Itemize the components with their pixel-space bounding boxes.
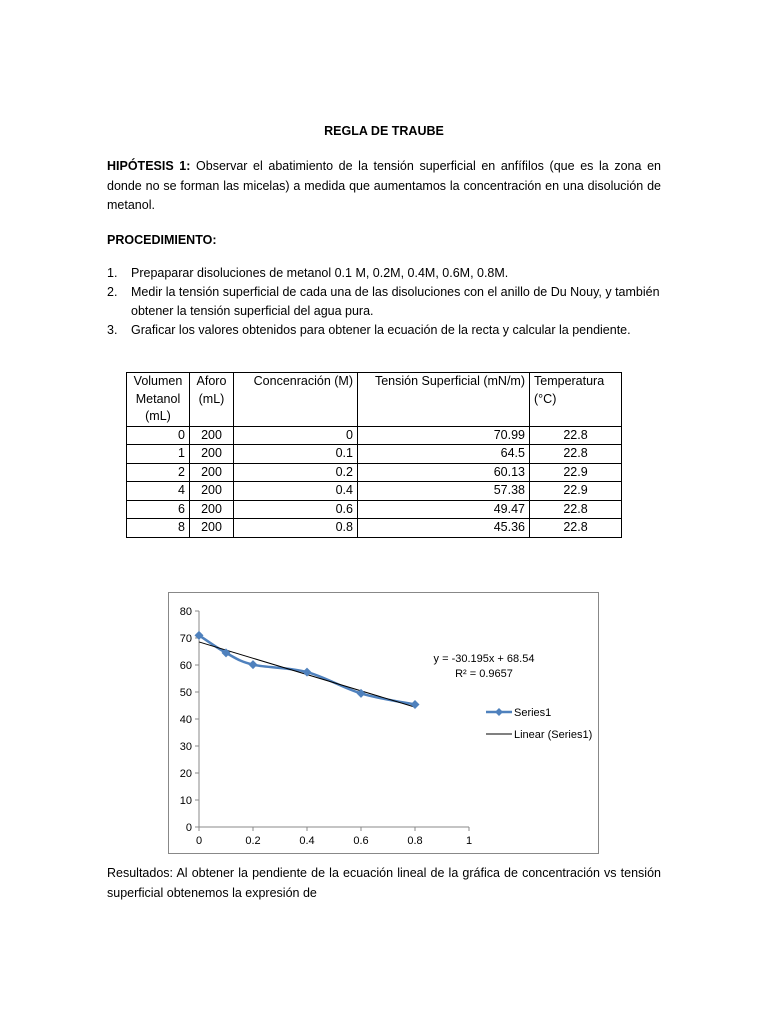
table-row xyxy=(127,482,622,501)
trendline-r-squared: R² = 0.9657 xyxy=(455,668,513,680)
chart-axes xyxy=(180,606,472,847)
y-tick-label: 30 xyxy=(179,741,192,753)
x-tick-label: 0.8 xyxy=(407,835,423,847)
table-cell: 60.13 xyxy=(358,463,530,482)
table-cell: 22.9 xyxy=(530,463,622,482)
hypothesis-label: HIPÓTESIS 1: xyxy=(107,159,191,173)
table-row xyxy=(127,463,622,482)
hypothesis-text: Observar el abatimiento de la tensión superficial en anfífilos (que es la zona en donde no se forman las micelas) a medida que aumentamos la concentración en una disolución de metanol. xyxy=(107,159,661,212)
table-cell: 0.6 xyxy=(234,500,358,519)
table-cell: 45.36 xyxy=(358,519,530,538)
step-number: 2. xyxy=(107,285,118,299)
table-body xyxy=(127,426,622,537)
table-cell: 2 xyxy=(127,463,190,482)
step-text: Medir la tensión superficial de cada una de las disoluciones con el anillo de Du Nouy, y también obtener la tensión superficial del agua pura. xyxy=(131,285,660,318)
table-cell: 200 xyxy=(190,519,234,538)
x-tick-label: 0.2 xyxy=(245,835,261,847)
trendline-equation: y = -30.195x + 68.54 xyxy=(433,653,535,665)
table-cell: 0.1 xyxy=(234,445,358,464)
y-tick-label: 50 xyxy=(179,687,192,699)
data-table xyxy=(126,372,622,538)
table-cell: 22.8 xyxy=(530,519,622,538)
table-cell: 0.4 xyxy=(234,482,358,501)
header-temperatura: Temperatura (°C) xyxy=(530,373,622,427)
step-text: Graficar los valores obtenidos para obtener la ecuación de la recta y calcular la pendiente. xyxy=(131,323,631,337)
table-cell: 200 xyxy=(190,463,234,482)
y-tick-label: 20 xyxy=(179,768,192,780)
table-cell: 49.47 xyxy=(358,500,530,519)
step-number: 1. xyxy=(107,266,118,280)
table-cell: 0 xyxy=(127,426,190,445)
hypothesis-paragraph xyxy=(107,157,661,216)
series1-point xyxy=(411,700,420,709)
x-tick-label: 0 xyxy=(195,835,203,847)
table-cell: 22.8 xyxy=(530,445,622,464)
table-cell: 8 xyxy=(127,519,190,538)
table-cell: 64.5 xyxy=(358,445,530,464)
procedure-step xyxy=(107,264,667,283)
table-cell: 200 xyxy=(190,500,234,519)
table-cell: 70.99 xyxy=(358,426,530,445)
series1-point xyxy=(249,660,258,669)
procedure-step xyxy=(107,283,667,321)
results-paragraph: Resultados: Al obtener la pendiente de la ecuación lineal de la gráfica de concentración vs tensión superficial obtenemos la expresión de xyxy=(107,866,661,900)
legend-series1-marker xyxy=(495,708,503,716)
x-tick-label: 0.6 xyxy=(353,835,369,847)
chart-svg xyxy=(168,592,599,854)
y-tick-label: 40 xyxy=(179,714,192,726)
table-cell: 22.9 xyxy=(530,482,622,501)
procedure-step xyxy=(107,321,667,340)
y-tick-label: 70 xyxy=(179,633,192,645)
y-tick-label: 80 xyxy=(179,606,192,618)
table-cell: 22.8 xyxy=(530,426,622,445)
header-volumen: Volumen Metanol (mL) xyxy=(127,373,190,427)
chart-area xyxy=(168,592,599,854)
table-cell: 4 xyxy=(127,482,190,501)
header-concentracion: Concenración (M) xyxy=(234,373,358,427)
table-cell: 0 xyxy=(234,426,358,445)
table-cell: 1 xyxy=(127,445,190,464)
table-cell: 200 xyxy=(190,426,234,445)
table-cell: 22.8 xyxy=(530,500,622,519)
legend-trendline-label: Linear (Series1) xyxy=(514,729,593,741)
y-tick-label: 10 xyxy=(179,795,192,807)
table-cell: 200 xyxy=(190,482,234,501)
y-tick-label: 0 xyxy=(185,822,192,834)
header-tension: Tensión Superficial (mN/m) xyxy=(358,373,530,427)
chart-marks xyxy=(195,631,420,709)
x-tick-label: 0.4 xyxy=(299,835,315,847)
table-cell: 57.38 xyxy=(358,482,530,501)
table-cell: 0.2 xyxy=(234,463,358,482)
header-aforo: Aforo (mL) xyxy=(190,373,234,427)
table-cell: 6 xyxy=(127,500,190,519)
table-cell: 0.8 xyxy=(234,519,358,538)
table-row xyxy=(127,500,622,519)
document-title: REGLA DE TRAUBE xyxy=(324,124,444,138)
table-row xyxy=(127,426,622,445)
table-row xyxy=(127,519,622,538)
procedure-heading: PROCEDIMIENTO: xyxy=(107,233,217,247)
table-cell: 200 xyxy=(190,445,234,464)
legend-series1-label: Series1 xyxy=(514,707,552,719)
x-tick-label: 1 xyxy=(465,835,473,847)
procedure-list xyxy=(107,264,667,340)
y-tick-label: 60 xyxy=(179,660,192,672)
step-text: Prepaparar disoluciones de metanol 0.1 M, 0.2M, 0.4M, 0.6M, 0.8M. xyxy=(131,266,509,280)
table-header-row xyxy=(127,373,622,427)
chart-legend xyxy=(486,707,592,741)
step-number: 3. xyxy=(107,323,118,337)
table-row xyxy=(127,445,622,464)
